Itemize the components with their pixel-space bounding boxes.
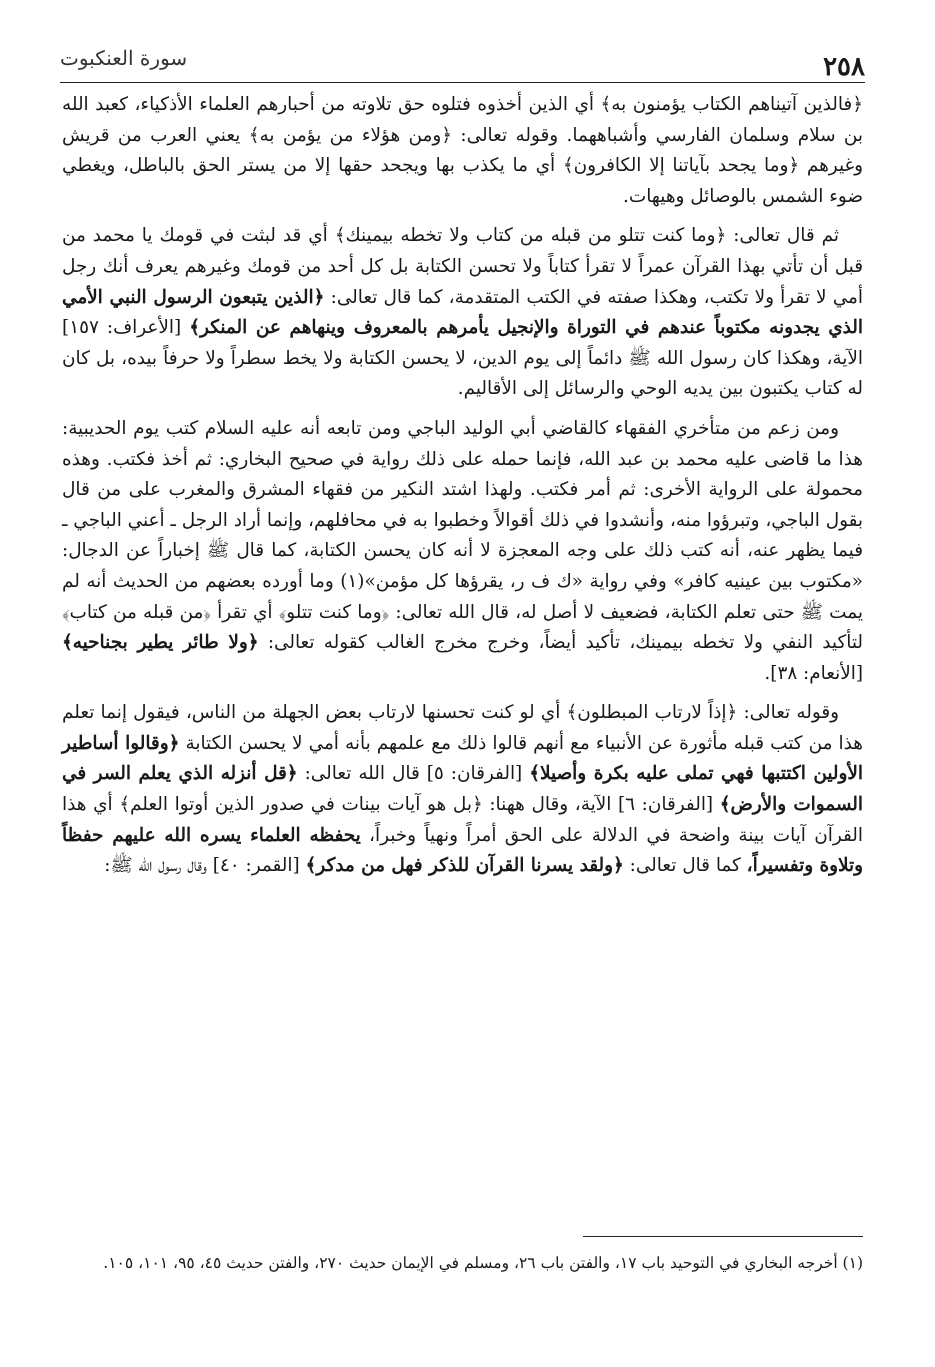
main-text — [62, 90, 863, 891]
paragraph — [62, 414, 863, 689]
text-run: [الفرقان: ٥] قال الله تعالى: — [297, 763, 530, 785]
bold-quote: ﴿ولقد يسرنا القرآن للذكر فهل من مدكر﴾ — [305, 855, 624, 877]
paragraph — [62, 698, 863, 882]
page-number: ٢٥٨ — [823, 52, 865, 82]
paragraph — [62, 221, 863, 405]
text-run: ﴿فالذين آتيناهم الكتاب يؤمنون به﴾ أي الذين أخذوه فتلوه حق تلاوته من أحبارهم العلماء الأذكياء، كعبد الله بن سلام وسلمان الفارسي وأشباههما. وقوله تعالى: ﴿ومن هؤلاء من يؤمن به﴾ يعني العرب من قريش وغيرهم ﴿وما يجحد بآياتنا إلا الكافرون﴾ أي ما يكذب بها ويجحد حقها إلا من يستر الحق بالباطل، ويغطي ضوء الشمس بالوصائل وهيهات. — [62, 94, 863, 207]
bold-quote: ﴿وقالوا أساطير الأولين اكتتبها فهي تملى عليه بكرة وأصيلا﴾ — [62, 732, 863, 785]
page-header — [60, 40, 865, 80]
text-run: ومن زعم من متأخري الفقهاء كالقاضي أبي الوليد الباجي ومن تابعه أنه عليه السلام كتب يوم الحديبية: هذا ما قاضى عليه محمد بن عبد الله، فإنما حمله على ذلك رواية في صحيح البخاري: ثم أخذ فكتب. وهذه محمولة على الرواية الأخرى: ثم أمر فكتب. ولهذا اشتد النكير من فقهاء المشرق والمغرب على من قال بقول الباجي، وتبرؤوا منه، وأنشدوا في ذلك أقوالاً وخطبوا به في محافلهم، وإنما أراد الرجل ـ أعني الباجي ـ فيما يظهر عنه، أنه كتب ذلك على وجه المعجزة لا أنه كان يحسن الكتابة، كما قال ﷺ إخباراً عن الدجال: «مكتوب بين عينيه كافر» وفي رواية «ك ف ر، يقرؤها كل مؤمن»(١) وما أورده بعضهم من الحديث أنه لم يمت ﷺ حتى تعلم الكتابة، فضعيف لا أصل له، قال الله تعالى: ﴿وما كنت تتلو﴾ أي تقرأ ﴿من قبله من كتاب﴾ لتأكيد النفي ولا تخطه بيمينك، تأكيد أيضاً، وخرج مخرج الغالب كقوله تعالى: — [62, 417, 863, 654]
text-run: [القمر: ٤٠] وقال رسول الله ﷺ: — [104, 855, 306, 877]
bold-quote: ﴿قل أنزله الذي يعلم السر في السموات والأرض﴾ — [62, 763, 863, 816]
bold-quote: يحفظه العلماء يسره الله عليهم حفظاً وتلاوة وتفسيراً، — [62, 824, 863, 877]
text-run: وقوله تعالى: ﴿إذاً لارتاب المبطلون﴾ أي لو كنت تحسنها لارتاب بعض الجهلة من الناس، فيقول إنما تعلم هذا من كتب قبله مأثورة عن الأنبياء مع أنهم قالوا ذلك مع علمهم بأنه أمي لا يحسن الكتابة — [62, 702, 863, 754]
text-run: [الأعراف: ١٥٧] الآية، وهكذا كان رسول الله ﷺ دائماً إلى يوم الدين، لا يحسن الكتابة ولا يخط سطراً ولا حرفاً بيده، بل كان له كتاب يكتبون بين يديه الوحي والرسائل إلى الأقاليم. — [62, 317, 863, 400]
footnote-text — [62, 1246, 863, 1280]
text-run: ثم قال تعالى: ﴿وما كنت تتلو من قبله من كتاب ولا تخطه بيمينك﴾ أي قد لبثت في قومك يا محمد من قبل أن تأتي بهذا القرآن عمراً لا تقرأ كتاباً ولا تحسن الكتابة بل كل أحد من قومك وغيرهم يعرف أنك رجل أمي لا تقرأ ولا تكتب، وهكذا صفته في الكتب المتقدمة، كما قال تعالى: — [62, 225, 863, 308]
text-run: (١) أخرجه البخاري في التوحيد باب ١٧، والفتن باب ٢٦، ومسلم في الإيمان حديث ٢٧٠، والفتن حديث ٤٥، ٩٥، ١٠١، ١٠٥. — [103, 1254, 863, 1272]
running-title: سورة العنكبوت — [60, 46, 188, 70]
text-run: [الأنعام: ٣٨]. — [764, 662, 863, 684]
bold-quote: ﴿الذين يتبعون الرسول النبي الأمي الذي يجدونه مكتوباً عندهم في التوراة والإنجيل يأمرهم بالمعروف وينهاهم عن المنكر﴾ — [62, 286, 863, 339]
bold-quote: ﴿ولا طائر يطير بجناحيه﴾ — [62, 632, 259, 654]
footnote — [62, 1246, 863, 1280]
header-divider — [60, 82, 865, 83]
footnote-divider — [583, 1236, 863, 1237]
text-run: [الفرقان: ٦] الآية، وقال ههنا: ﴿بل هو آيات بينات في صدور الذين أوتوا العلم﴾ أي هذا القرآن آيات بينة واضحة في الدلالة على الحق أمراً ونهياً وخبراً، — [62, 794, 863, 846]
paragraph — [62, 90, 863, 212]
text-run: كما قال تعالى: — [623, 855, 747, 877]
